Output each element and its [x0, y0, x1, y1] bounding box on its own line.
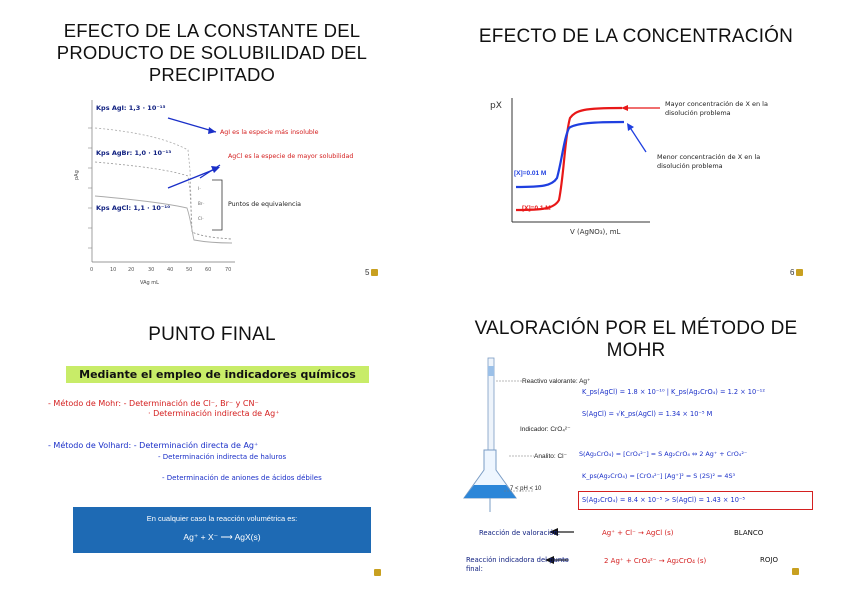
- reaccion-valoracion-label: Reacción de valoración:: [479, 529, 560, 537]
- solubility-agcl-eq: S(AgCl) = √K_ps(AgCl) = 1.34 × 10⁻⁵ M: [582, 410, 713, 418]
- highlight-banner: Mediante el empleo de indicadores químicos: [66, 366, 369, 383]
- y-axis-label: pX: [490, 101, 502, 111]
- slide-kps-effect: [0, 0, 424, 300]
- curve-red: [516, 108, 622, 210]
- kps-chromate-eq: K_ps(Ag₂CrO₄) = [CrO₄²⁻] [Ag⁺]² = S (2S)² = 4S³: [582, 472, 736, 480]
- slide1-title: EFECTO DE LA CONSTANTE DEL PRODUCTO DE SOLUBILIDAD DEL PRECIPITADO: [56, 20, 368, 85]
- page-number: 5: [365, 268, 378, 277]
- curve-label-cl: Cl⁻: [198, 216, 205, 221]
- note-agi: AgI es la especie más insoluble: [220, 129, 319, 136]
- arrow-blue: [629, 126, 646, 152]
- svg-text:70: 70: [225, 267, 232, 273]
- reaction-box-line2: Ag⁺ + X⁻ ⟶ AgX(s): [183, 532, 261, 542]
- y-axis-label: pAg: [74, 170, 80, 180]
- kps-agbr-label: Kps AgBr: 1,0 · 10⁻¹³: [96, 149, 172, 157]
- mohr-line: - Método de Mohr: - Determinación de Cl⁻, Br⁻ y CN⁻: [48, 399, 259, 408]
- reactivo-label: Reactivo valorante: Ag⁺: [522, 378, 591, 385]
- reaccion-indicadora-label: Reacción indicadora del punto final:: [466, 556, 569, 573]
- reaccion-valoracion: Ag⁺ + Cl⁻ → AgCl (s): [602, 529, 674, 537]
- sound-icon[interactable]: [371, 269, 378, 276]
- solubility-comparison-box: S(Ag₂CrO₄) = 8.4 × 10⁻⁵ > S(AgCl) = 1.43 × 10⁻⁵: [578, 491, 813, 510]
- sound-icon[interactable]: [796, 269, 803, 276]
- solubility-chromate-eq: S(Ag₂CrO₄) = [CrO₄²⁻] = S Ag₂CrO₄ ⇔ 2 Ag⁺ + CrO₄²⁻: [579, 450, 748, 458]
- mohr-sub: · Determinación indirecta de Ag⁺: [148, 409, 280, 418]
- svg-text:40: 40: [167, 267, 174, 273]
- reaccion-indicadora: 2 Ag⁺ + CrO₄²⁻ → Ag₂CrO₄ (s): [604, 557, 707, 565]
- slide-punto-final: [0, 300, 424, 600]
- page-number: 6: [790, 268, 803, 277]
- svg-text:10: 10: [110, 267, 117, 273]
- curve-blue: [516, 122, 624, 187]
- svg-text:0: 0: [90, 267, 94, 273]
- volhard-line: - Método de Volhard: - Determinación directa de Ag⁺: [48, 441, 259, 450]
- page-number: [790, 567, 799, 576]
- sound-icon[interactable]: [374, 569, 381, 576]
- x-axis-label: V (AgNO₃), mL: [570, 228, 621, 236]
- svg-text:30: 30: [148, 267, 155, 273]
- svg-text:50: 50: [186, 267, 193, 273]
- kps-agcl-label: Kps AgCl: 1,1 · 10⁻¹⁰: [96, 204, 171, 212]
- titration-curves-plot: [0, 0, 424, 300]
- sound-icon[interactable]: [792, 568, 799, 575]
- slide3-title: PUNTO FINAL: [148, 324, 276, 345]
- equivalence-bracket: [212, 180, 222, 230]
- note-agcl: AgCl es la especie de mayor solubilidad: [228, 153, 354, 160]
- equivalence-points-label: Puntos de equivalencia: [228, 201, 302, 208]
- volhard-sub1: - Determinación indirecta de haluros: [158, 453, 287, 461]
- concentration-plot: [424, 0, 848, 300]
- kps-agi-label: Kps AgI: 1,3 · 10⁻¹⁵: [96, 104, 166, 112]
- note-mayor: Mayor concentración de X en la disolución problema: [665, 100, 768, 117]
- analito-label: Analito: Cl⁻: [534, 453, 568, 460]
- volhard-sub2: - Determinación de aniones de ácidos débiles: [162, 474, 322, 482]
- curve-agbr: [95, 162, 232, 239]
- label-red: [X]=0.1 M: [522, 205, 551, 212]
- slide2-title: EFECTO DE LA CONCENTRACIÓN: [478, 26, 794, 47]
- reaction-box: [73, 507, 371, 553]
- reaction-box-line1: En cualquier caso la reacción volumétrica es:: [146, 514, 298, 523]
- label-blue: [X]=0.01 M: [514, 170, 547, 177]
- svg-text:20: 20: [128, 267, 135, 273]
- rojo-label: ROJO: [760, 556, 778, 564]
- x-axis-label: VAg mL: [140, 280, 159, 286]
- ph-label: 7 < pH < 10: [510, 486, 542, 492]
- indicador-label: Indicador: CrO₄²⁻: [520, 426, 571, 433]
- svg-text:60: 60: [205, 267, 212, 273]
- note-menor: Menor concentración de X en la disolución problema: [657, 153, 761, 170]
- curve-label-i: I⁻: [198, 186, 202, 191]
- slide4-title: VALORACIÓN POR EL MÉTODO DE MOHR: [474, 318, 798, 361]
- slide-mohr-method: [424, 300, 848, 600]
- curve-label-br: Br⁻: [198, 201, 205, 206]
- kps-equation: K_ps(AgCl) = 1.8 × 10⁻¹⁰ | K_ps(Ag₂CrO₄) = 1.2 × 10⁻¹²: [582, 388, 765, 396]
- slide-concentration-effect: [424, 0, 848, 300]
- blanco-label: BLANCO: [734, 529, 764, 537]
- curve-agi: [95, 128, 232, 239]
- page-number: [372, 568, 381, 577]
